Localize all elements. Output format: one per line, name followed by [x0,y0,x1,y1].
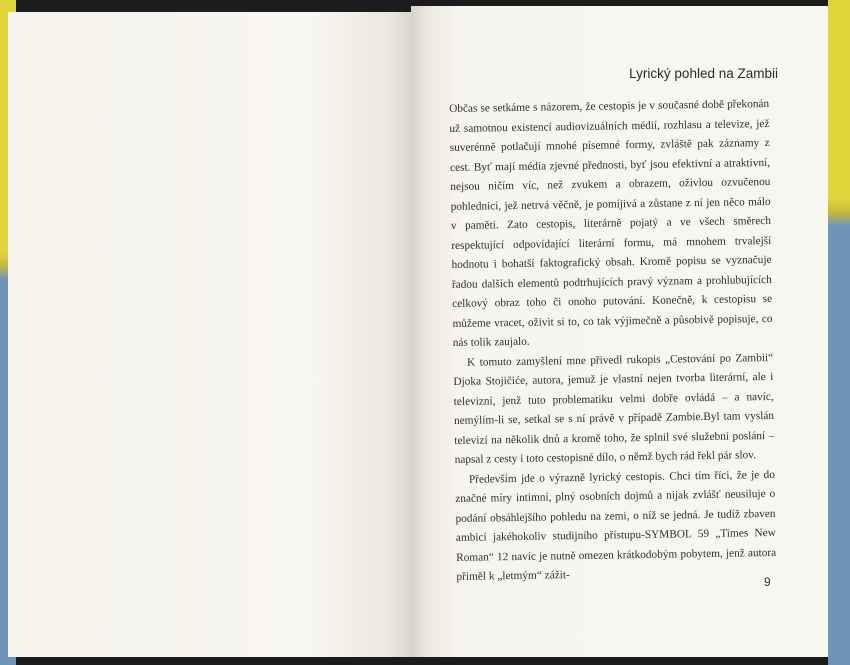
paragraph-1: Občas se setkáme s názorem, že cestopis je v současné době překonán už samotnou existencí audiovizuálních médií, rozhlasu a televize, jež suverénně potlačují mnohé písemné formy, zvláště pak záznamy z cest. Byť mají média zjevné přednosti, byť jsou efektivní a atraktivní, nejsou ničím víc, než zvukem a obrazem, oživlou ozvučenou pohlednicí, jež netrvá věčně, je pomíjivá a zůstane z ní jen něco málo v paměti. Zato cestopis, literárně pojatý a ve všech směrech respektující odpovídající literární formu, má mnohem trvalejší hodnotu i bohatší faktografický obsah. Kromě popisu se vyznačuje řadou dalších elementů podtrhujících pravý význam a prohlubujících celkový obraz toho či onoho putování. Konečně, k cestopisu se můžeme vracet, oživit si to, co tak výjimečně a působivě popisuje, co nás tolik zaujalo. [449,97,773,349]
paragraph-3: Především jde o výrazně lyrický cestopis. Chci tím říci, že je do značné míry intimní, plný osobních dojmů a nijak zvlášť neusiluje o podání obsáhlejšího pohledu na zemi, o níž se jedná. Je tudíž zbaven ambicí jakéhokoliv studijního přístupu-SYMBOL 59 „Times New Roman“ 12 navíc je nutně omezen krátkodobým pobytem, jenž autora přiměl k „letmým“ zážit- [455,468,777,583]
body-text [449,95,777,587]
paragraph-2: K tomuto zamyšlení mne přivedl rukopis „Cestování po Zambii“ Djoka Stojičiće, autora, jemuž je vlastní nejen tvorba literární, ale i televizní, jenž tuto problematiku velmi dobře ovládá – a navíc, nemýlím-li se, setkal se s ní právě v případě Zambie.Byl tam vyslán televizí na několik dnů a kromě toho, že splnil své služební poslání – napsal z cesty i toto cestopisné dílo, o němž bych rád řekl pár slov. [453,351,775,466]
running-header: Lyrický pohled na Zambii [629,66,778,81]
book-cover-edge-right [828,0,850,665]
page-number: 9 [764,575,771,589]
left-page-blank [8,12,413,657]
